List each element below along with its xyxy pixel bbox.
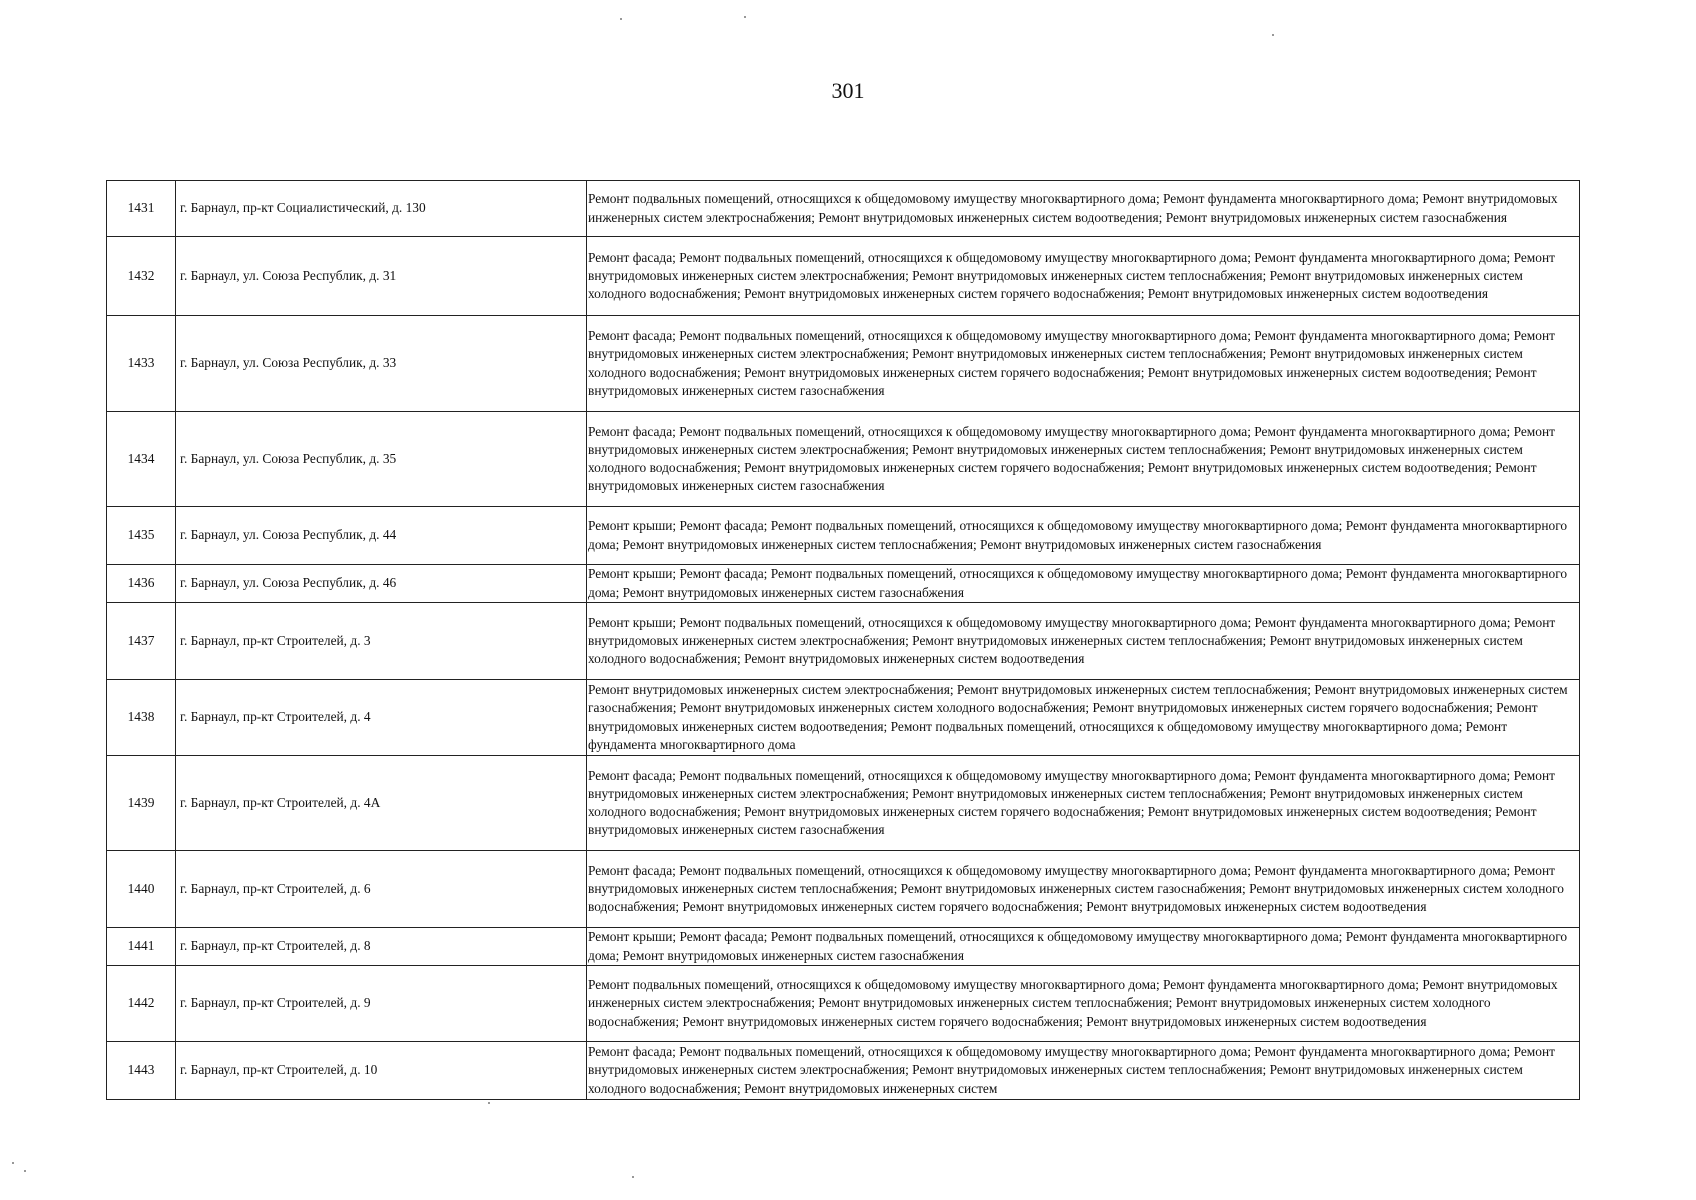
row-number: 1442: [107, 966, 176, 1042]
row-works: Ремонт крыши; Ремонт фасада; Ремонт подвальных помещений, относящихся к общедомовому имуществу многоквартирного дома; Ремонт фундамента многоквартирного дома; Ремонт внутридомовых инженерных систем теплоснабжения; Ремонт внутридомовых инженерных систем газоснабжения: [587, 507, 1580, 565]
table-row: [107, 237, 1580, 316]
row-address: г. Барнаул, ул. Союза Республик, д. 33: [176, 316, 587, 412]
row-works: Ремонт подвальных помещений, относящихся к общедомовому имуществу многоквартирного дома; Ремонт фундамента многоквартирного дома; Ремонт внутридомовых инженерных систем электроснабжения; Ремонт внутридомовых инженерных систем водоотведения; Ремонт внутридомовых инженерных систем газоснабжения: [587, 181, 1580, 237]
row-number: 1443: [107, 1042, 176, 1100]
row-number: 1434: [107, 412, 176, 507]
row-address: г. Барнаул, пр-кт Строителей, д. 4: [176, 680, 587, 756]
row-number: 1431: [107, 181, 176, 237]
table-row: [107, 507, 1580, 565]
row-address: г. Барнаул, пр-кт Строителей, д. 6: [176, 851, 587, 928]
row-address: г. Барнаул, ул. Союза Республик, д. 46: [176, 565, 587, 603]
page-number: 301: [831, 78, 865, 103]
scan-speck: [620, 18, 622, 20]
row-address: г. Барнаул, пр-кт Строителей, д. 3: [176, 603, 587, 680]
table-row: [107, 603, 1580, 680]
scan-speck: [744, 16, 746, 18]
row-address: г. Барнаул, пр-кт Строителей, д. 8: [176, 928, 587, 966]
row-works: Ремонт крыши; Ремонт фасада; Ремонт подвальных помещений, относящихся к общедомовому имуществу многоквартирного дома; Ремонт фундамента многоквартирного дома; Ремонт внутридомовых инженерных систем газоснабжения: [587, 928, 1580, 966]
scan-speck: [12, 1162, 14, 1164]
table-row: [107, 181, 1580, 237]
row-works: Ремонт фасада; Ремонт подвальных помещений, относящихся к общедомовому имуществу многоквартирного дома; Ремонт фундамента многоквартирного дома; Ремонт внутридомовых инженерных систем электроснабжения; Ремонт внутридомовых инженерных систем теплоснабжения; Ремонт внутридомовых инженерных систем холодного водоснабжения; Ремонт внутридомовых инженерных систем горячего водоснабжения; Ремонт внутридомовых инженерных систем водоотведения; Ремонт внутридомовых инженерных систем газоснабжения: [587, 316, 1580, 412]
row-number: 1438: [107, 680, 176, 756]
scan-speck: [1272, 34, 1274, 36]
table-row: [107, 680, 1580, 756]
table-row: [107, 1042, 1580, 1100]
row-number: 1436: [107, 565, 176, 603]
table-row: [107, 412, 1580, 507]
table-body: [107, 181, 1580, 1100]
table-row: [107, 756, 1580, 851]
row-number: 1433: [107, 316, 176, 412]
row-number: 1432: [107, 237, 176, 316]
row-works: Ремонт фасада; Ремонт подвальных помещений, относящихся к общедомовому имуществу многоквартирного дома; Ремонт фундамента многоквартирного дома; Ремонт внутридомовых инженерных систем теплоснабжения; Ремонт внутридомовых инженерных систем газоснабжения; Ремонт внутридомовых инженерных систем холодного водоснабжения; Ремонт внутридомовых инженерных систем горячего водоснабжения; Ремонт внутридомовых инженерных систем водоотведения: [587, 851, 1580, 928]
row-works: Ремонт фасада; Ремонт подвальных помещений, относящихся к общедомовому имуществу многоквартирного дома; Ремонт фундамента многоквартирного дома; Ремонт внутридомовых инженерных систем электроснабжения; Ремонт внутридомовых инженерных систем теплоснабжения; Ремонт внутридомовых инженерных систем холодного водоснабжения; Ремонт внутридомовых инженерных систем горячего водоснабжения; Ремонт внутридомовых инженерных систем водоотведения: [587, 237, 1580, 316]
repair-works-table: [106, 180, 1580, 1100]
row-number: 1437: [107, 603, 176, 680]
row-works: Ремонт крыши; Ремонт фасада; Ремонт подвальных помещений, относящихся к общедомовому имуществу многоквартирного дома; Ремонт фундамента многоквартирного дома; Ремонт внутридомовых инженерных систем газоснабжения: [587, 565, 1580, 603]
table-row: [107, 966, 1580, 1042]
row-works: Ремонт крыши; Ремонт подвальных помещений, относящихся к общедомовому имуществу многоквартирного дома; Ремонт фундамента многоквартирного дома; Ремонт внутридомовых инженерных систем электроснабжения; Ремонт внутридомовых инженерных систем теплоснабжения; Ремонт внутридомовых инженерных систем холодного водоснабжения; Ремонт внутридомовых инженерных систем водоотведения: [587, 603, 1580, 680]
row-works: Ремонт фасада; Ремонт подвальных помещений, относящихся к общедомовому имуществу многоквартирного дома; Ремонт фундамента многоквартирного дома; Ремонт внутридомовых инженерных систем электроснабжения; Ремонт внутридомовых инженерных систем теплоснабжения; Ремонт внутридомовых инженерных систем холодного водоснабжения; Ремонт внутридомовых инженерных систем горячего водоснабжения; Ремонт внутридомовых инженерных систем водоотведения; Ремонт внутридомовых инженерных систем газоснабжения: [587, 756, 1580, 851]
scan-speck: [632, 1176, 634, 1178]
scan-speck: [488, 1102, 490, 1104]
row-works: Ремонт подвальных помещений, относящихся к общедомовому имуществу многоквартирного дома; Ремонт фундамента многоквартирного дома; Ремонт внутридомовых инженерных систем электроснабжения; Ремонт внутридомовых инженерных систем теплоснабжения; Ремонт внутридомовых инженерных систем холодного водоснабжения; Ремонт внутридомовых инженерных систем горячего водоснабжения; Ремонт внутридомовых инженерных систем водоотведения: [587, 966, 1580, 1042]
row-works: Ремонт фасада; Ремонт подвальных помещений, относящихся к общедомовому имуществу многоквартирного дома; Ремонт фундамента многоквартирного дома; Ремонт внутридомовых инженерных систем электроснабжения; Ремонт внутридомовых инженерных систем теплоснабжения; Ремонт внутридомовых инженерных систем холодного водоснабжения; Ремонт внутридомовых инженерных систем горячего водоснабжения; Ремонт внутридомовых инженерных систем водоотведения; Ремонт внутридомовых инженерных систем газоснабжения: [587, 412, 1580, 507]
row-number: 1435: [107, 507, 176, 565]
row-works: Ремонт фасада; Ремонт подвальных помещений, относящихся к общедомовому имуществу многоквартирного дома; Ремонт фундамента многоквартирного дома; Ремонт внутридомовых инженерных систем электроснабжения; Ремонт внутридомовых инженерных систем теплоснабжения; Ремонт внутридомовых инженерных систем холодного водоснабжения; Ремонт внутридомовых инженерных систем: [587, 1042, 1580, 1100]
row-number: 1440: [107, 851, 176, 928]
row-works: Ремонт внутридомовых инженерных систем электроснабжения; Ремонт внутридомовых инженерных систем теплоснабжения; Ремонт внутридомовых инженерных систем газоснабжения; Ремонт внутридомовых инженерных систем холодного водоснабжения; Ремонт внутридомовых инженерных систем горячего водоснабжения; Ремонт внутридомовых инженерных систем водоотведения; Ремонт подвальных помещений, относящихся к общедомовому имуществу многоквартирного дома; Ремонт фундамента многоквартирного дома: [587, 680, 1580, 756]
scan-speck: [24, 1170, 26, 1172]
row-number: 1441: [107, 928, 176, 966]
row-address: г. Барнаул, ул. Союза Республик, д. 44: [176, 507, 587, 565]
row-address: г. Барнаул, ул. Союза Республик, д. 31: [176, 237, 587, 316]
row-address: г. Барнаул, пр-кт Строителей, д. 10: [176, 1042, 587, 1100]
table-row: [107, 851, 1580, 928]
table-row: [107, 928, 1580, 966]
row-address: г. Барнаул, пр-кт Строителей, д. 4А: [176, 756, 587, 851]
row-number: 1439: [107, 756, 176, 851]
row-address: г. Барнаул, пр-кт Строителей, д. 9: [176, 966, 587, 1042]
table-row: [107, 565, 1580, 603]
table-row: [107, 316, 1580, 412]
row-address: г. Барнаул, пр-кт Социалистический, д. 130: [176, 181, 587, 237]
row-address: г. Барнаул, ул. Союза Республик, д. 35: [176, 412, 587, 507]
